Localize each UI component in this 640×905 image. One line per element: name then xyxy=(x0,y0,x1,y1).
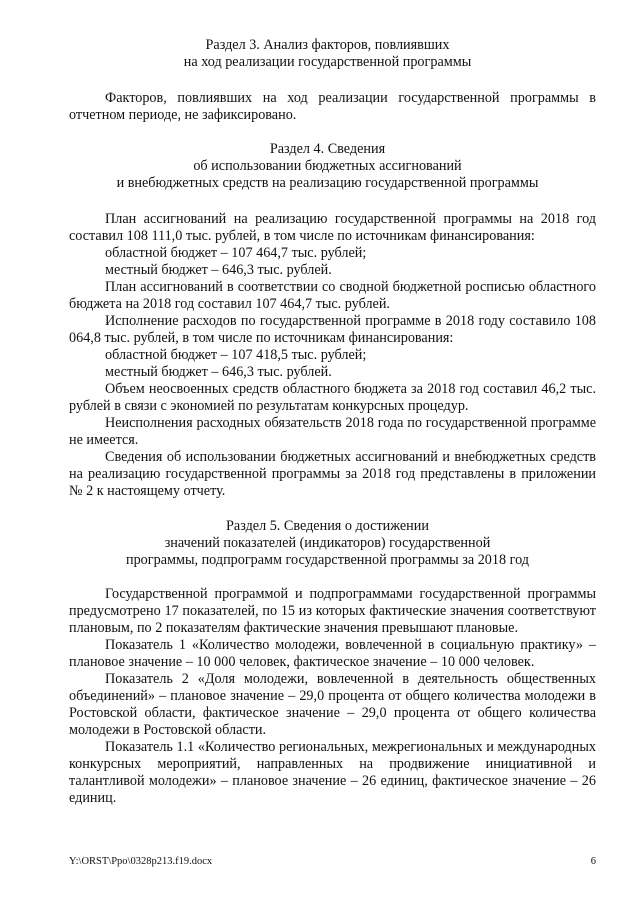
section-4-line-regional-budget-plan: областной бюджет – 107 464,7 тыс. рублей; xyxy=(105,245,367,261)
section-4-paragraph-plan: План ассигнований на реализацию государственной программы на 2018 год составил 108 111,0 тыс. рублей, в том числе по источникам финансирования: xyxy=(69,211,596,244)
section-4-paragraph-budget-list: План ассигнований в соответствии со сводной бюджетной росписью областного бюджета на 2018 год составил 107 464,7 тыс. рублей. xyxy=(69,279,596,312)
section-4-line-local-budget-plan: местный бюджет – 646,3 тыс. рублей. xyxy=(105,262,332,278)
section-3-title-line-1: Раздел 3. Анализ факторов, повлиявших xyxy=(205,37,450,53)
page-number: 6 xyxy=(590,856,596,867)
section-4-paragraph-obligations: Неисполнения расходных обязательств 2018 года по государственной программе не имеется. xyxy=(69,415,596,448)
section-5-title-line-1: Раздел 5. Сведения о достижении xyxy=(226,518,429,534)
section-4-paragraph-execution: Исполнение расходов по государственной программе в 2018 году составило 108 064,8 тыс. рублей, в том числе по источникам финансирования: xyxy=(69,313,596,346)
section-4-title-line-3: и внебюджетных средств на реализацию государственной программы xyxy=(116,175,539,191)
section-3-paragraph-1: Факторов, повлиявших на ход реализации государственной программы в отчетном периоде, не зафиксировано. xyxy=(69,90,596,123)
section-5-title-line-3: программы, подпрограмм государственной программы за 2018 год xyxy=(126,552,529,568)
section-4-line-regional-budget-actual: областной бюджет – 107 418,5 тыс. рублей; xyxy=(105,347,367,363)
section-4-paragraph-appendix: Сведения об использовании бюджетных ассигнований и внебюджетных средств на реализацию государственной программы за 2018 год представлены в приложении № 2 к настоящему отчету. xyxy=(69,449,596,499)
section-5-paragraph-indicator-2: Показатель 2 «Доля молодежи, вовлеченной в деятельность общественных объединений» – плановое значение – 29,0 процента от общего количества молодежи в Ростовской области, фактическое значение – 29,0 процента от общего количества молодежи в Ростовской области. xyxy=(69,671,596,738)
section-3-title-line-2: на ход реализации государственной программы xyxy=(183,54,472,70)
section-4-title xyxy=(60,141,595,192)
section-4-line-local-budget-actual: местный бюджет – 646,3 тыс. рублей. xyxy=(105,364,332,380)
section-5-paragraph-indicator-1: Показатель 1 «Количество молодежи, вовлеченной в социальную практику» – плановое значение – 10 000 человек, фактическое значение – 10 000 человек. xyxy=(69,637,596,670)
section-5-title xyxy=(60,518,595,569)
footer-file-path: Y:\ORST\Ppo\0328p213.f19.docx xyxy=(69,856,213,867)
section-5-title-line-2: значений показателей (индикаторов) государственной xyxy=(164,535,491,551)
section-5-paragraph-indicator-1-1: Показатель 1.1 «Количество региональных, межрегиональных и международных конкурсных мероприятий, направленных на продвижение инициативной и талантливой молодежи» – плановое значение – 26 единиц, фактическое значение – 26 единиц. xyxy=(69,739,596,806)
section-4-title-line-1: Раздел 4. Сведения xyxy=(269,141,386,157)
section-4-paragraph-unspent: Объем неосвоенных средств областного бюджета за 2018 год составил 46,2 тыс. рублей в связи с экономией по результатам конкурсных процедур. xyxy=(69,381,596,414)
section-3-body xyxy=(69,90,596,124)
section-3-title xyxy=(60,37,595,71)
section-5-body xyxy=(69,586,596,807)
section-5-paragraph-summary: Государственной программой и подпрограммами государственной программы предусмотрено 17 показателей, по 15 из которых фактические значения соответствуют плановым, по 2 показателям фактические значения превышают плановые. xyxy=(69,586,596,636)
section-4-body xyxy=(69,211,596,500)
section-4-title-line-2: об использовании бюджетных ассигнований xyxy=(193,158,462,174)
